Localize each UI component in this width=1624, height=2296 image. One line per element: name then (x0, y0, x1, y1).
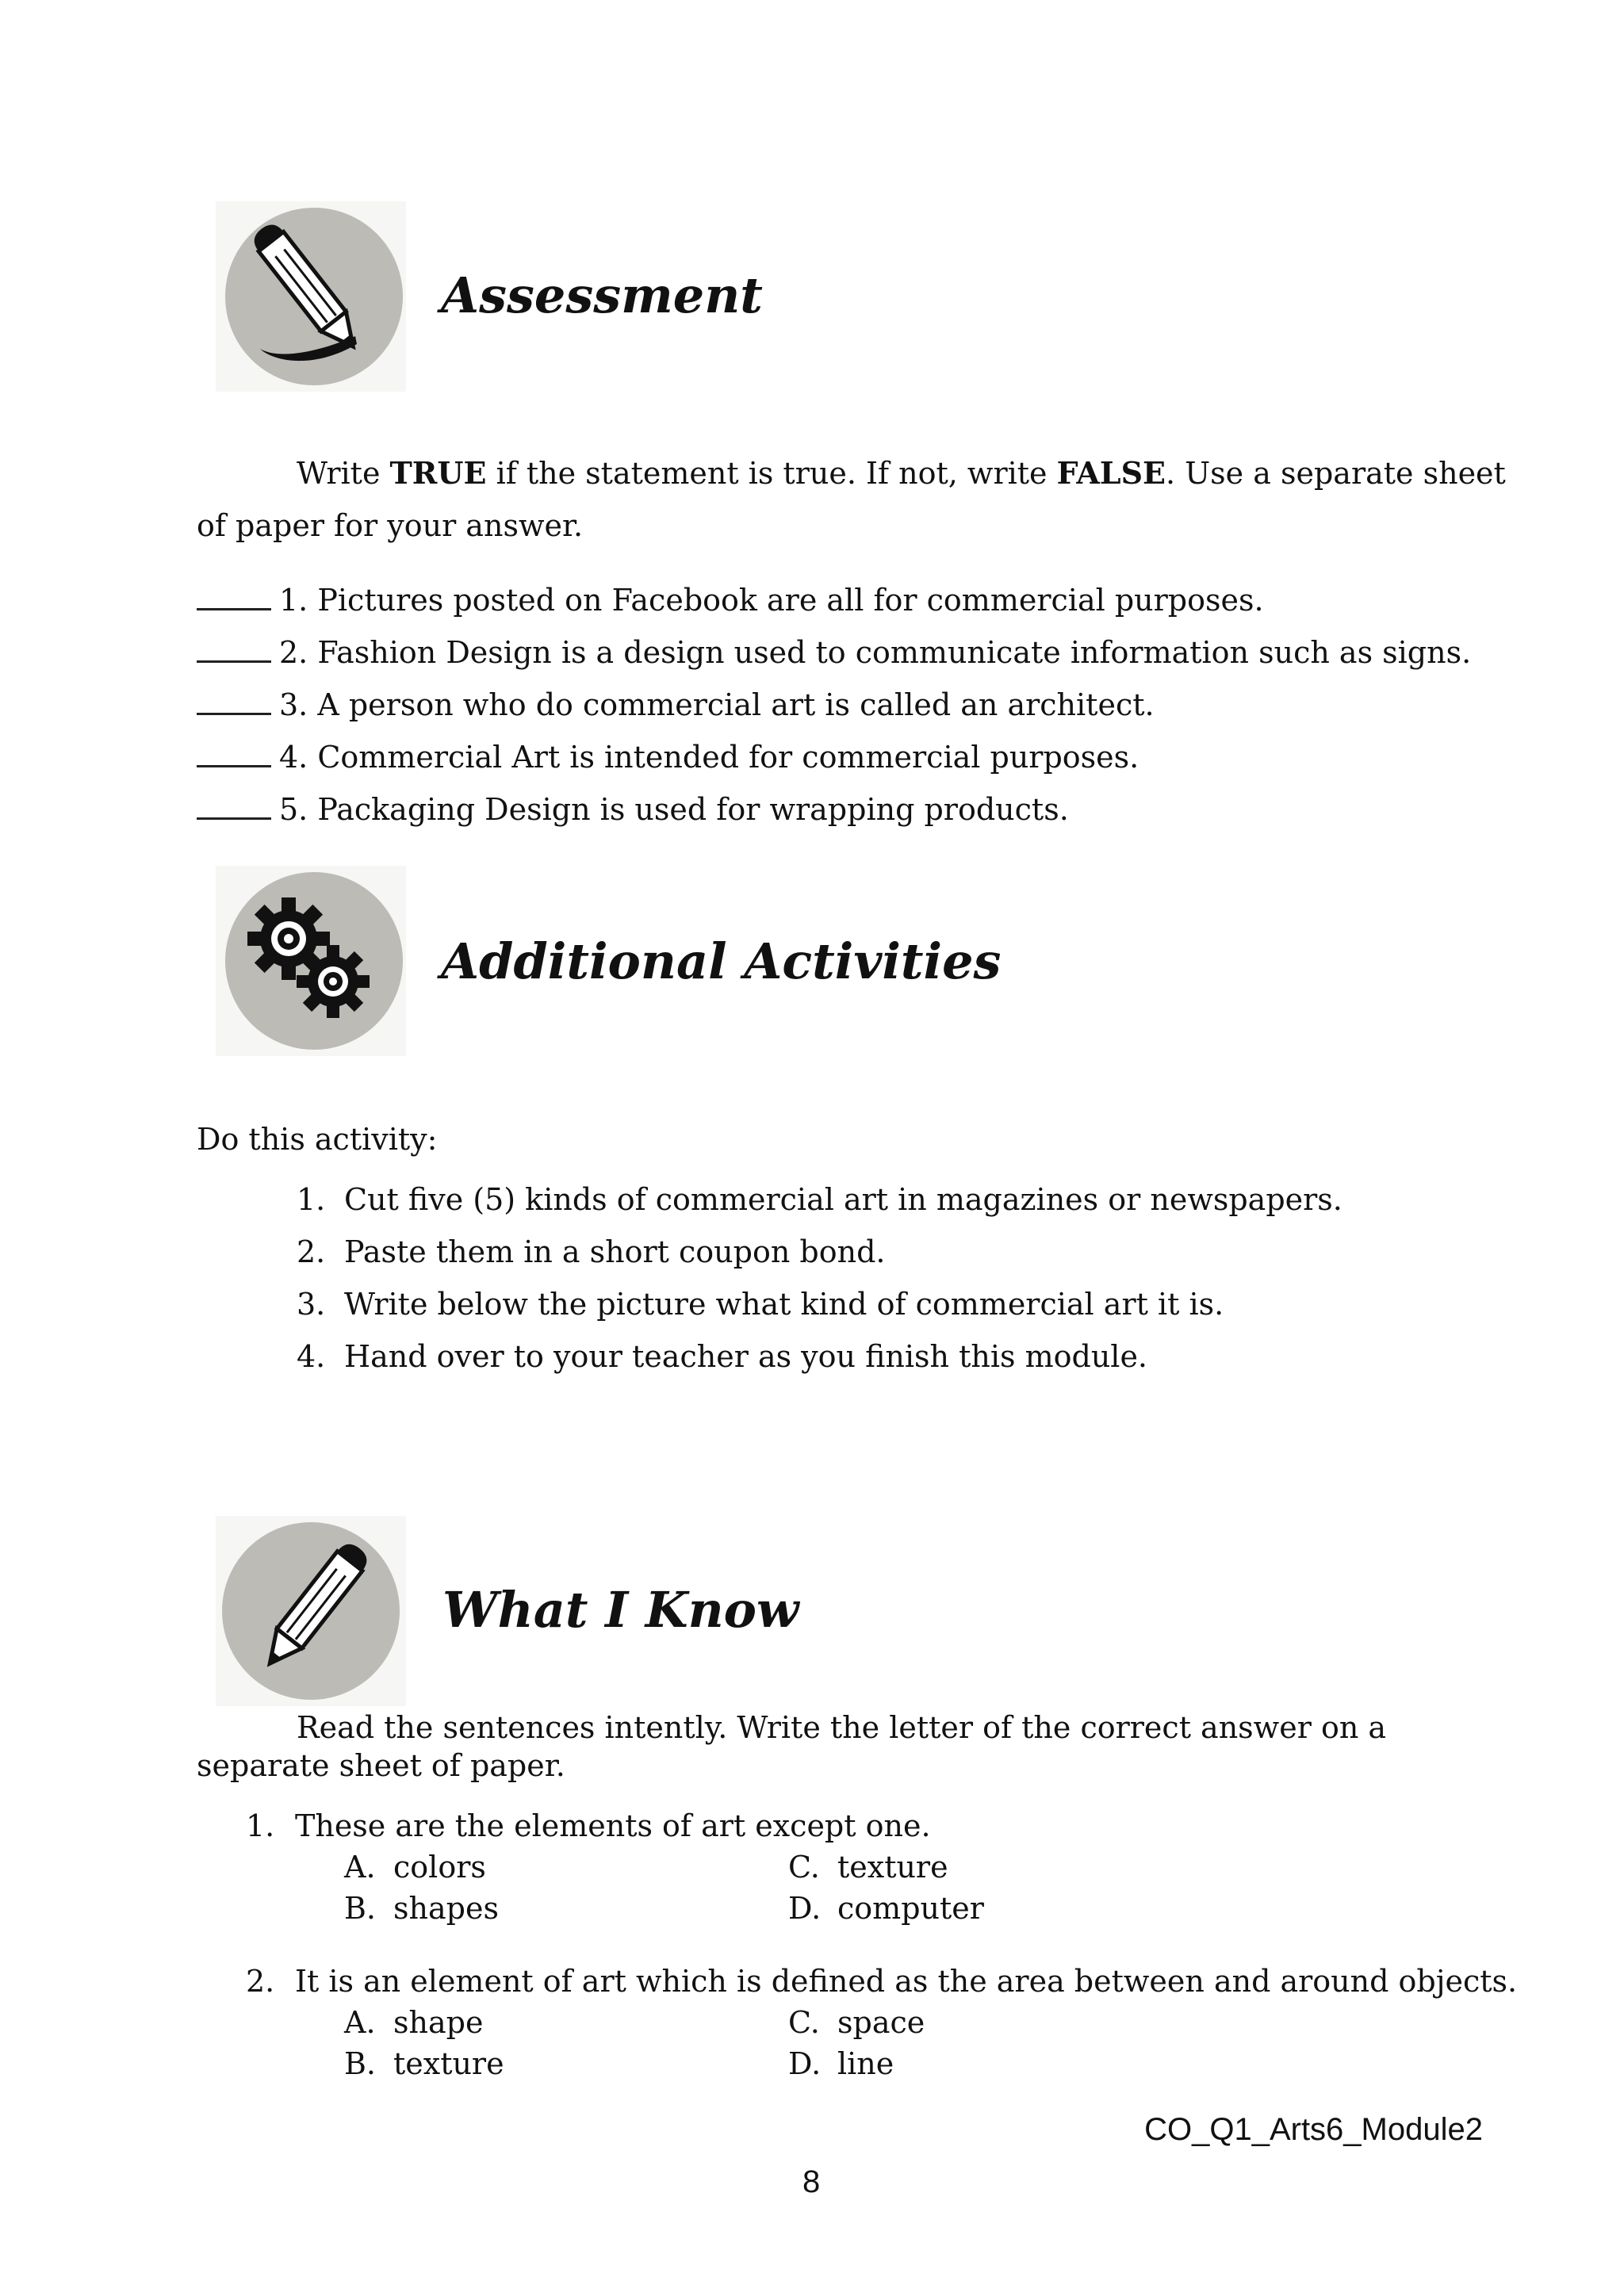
answer-blank[interactable] (197, 741, 271, 767)
choice-a[interactable]: A. shape (344, 2005, 484, 2040)
assessment-instruction: Write TRUE if the statement is true. If not, write FALSE. Use a separate sheet (297, 455, 1506, 491)
answer-blank[interactable] (197, 584, 271, 610)
what-i-know-instruction: Read the sentences intently. Write the letter of the correct answer on a (297, 1710, 1387, 1745)
assessment-item: 1. Pictures posted on Facebook are all for commercial purposes. (197, 582, 1264, 618)
assessment-item: 5. Packaging Design is used for wrapping products. (197, 791, 1069, 828)
assessment-item: 4. Commercial Art is intended for commercial purposes. (197, 739, 1139, 775)
choice-b[interactable]: B. shapes (344, 1891, 499, 1926)
what-i-know-title: What I Know (442, 1581, 799, 1639)
module-code: CO_Q1_Arts6_Module2 (1144, 2112, 1483, 2147)
activity-intro: Do this activity: (197, 1122, 438, 1157)
question-1: 1. These are the elements of art except one. (246, 1808, 931, 1843)
answer-blank[interactable] (197, 689, 271, 715)
additional-activities-title: Additional Activities (441, 932, 1002, 990)
page-number: 8 (802, 2164, 821, 2199)
choice-c[interactable]: C. space (788, 2005, 925, 2040)
activity-step: 1. Cut five (5) kinds of commercial art in magazines or newspapers. (297, 1182, 1342, 1217)
choice-d[interactable]: D. line (788, 2046, 894, 2081)
choice-b[interactable]: B. texture (344, 2046, 504, 2081)
what-i-know-instruction-line2: separate sheet of paper. (197, 1748, 565, 1783)
activity-step: 4. Hand over to your teacher as you finish this module. (297, 1339, 1148, 1374)
gears-icon (216, 866, 406, 1056)
pencil-writing-icon (216, 201, 406, 392)
answer-blank[interactable] (197, 794, 271, 820)
activity-step: 2. Paste them in a short coupon bond. (297, 1234, 886, 1269)
pencil-icon (216, 1516, 406, 1706)
choice-a[interactable]: A. colors (344, 1850, 486, 1885)
true-keyword: TRUE (389, 455, 487, 491)
choice-c[interactable]: C. texture (788, 1850, 948, 1885)
choice-d[interactable]: D. computer (788, 1891, 984, 1926)
answer-blank[interactable] (197, 637, 271, 663)
assessment-title: Assessment (441, 266, 763, 324)
assessment-item: 2. Fashion Design is a design used to communicate information such as signs. (197, 634, 1471, 671)
activity-step: 3. Write below the picture what kind of commercial art it is. (297, 1287, 1224, 1322)
false-keyword: FALSE (1056, 455, 1166, 491)
assessment-instruction-line2: of paper for your answer. (197, 508, 584, 543)
assessment-item: 3. A person who do commercial art is called an architect. (197, 687, 1155, 723)
question-2: 2. It is an element of art which is defined as the area between and around objects. (246, 1964, 1518, 1999)
